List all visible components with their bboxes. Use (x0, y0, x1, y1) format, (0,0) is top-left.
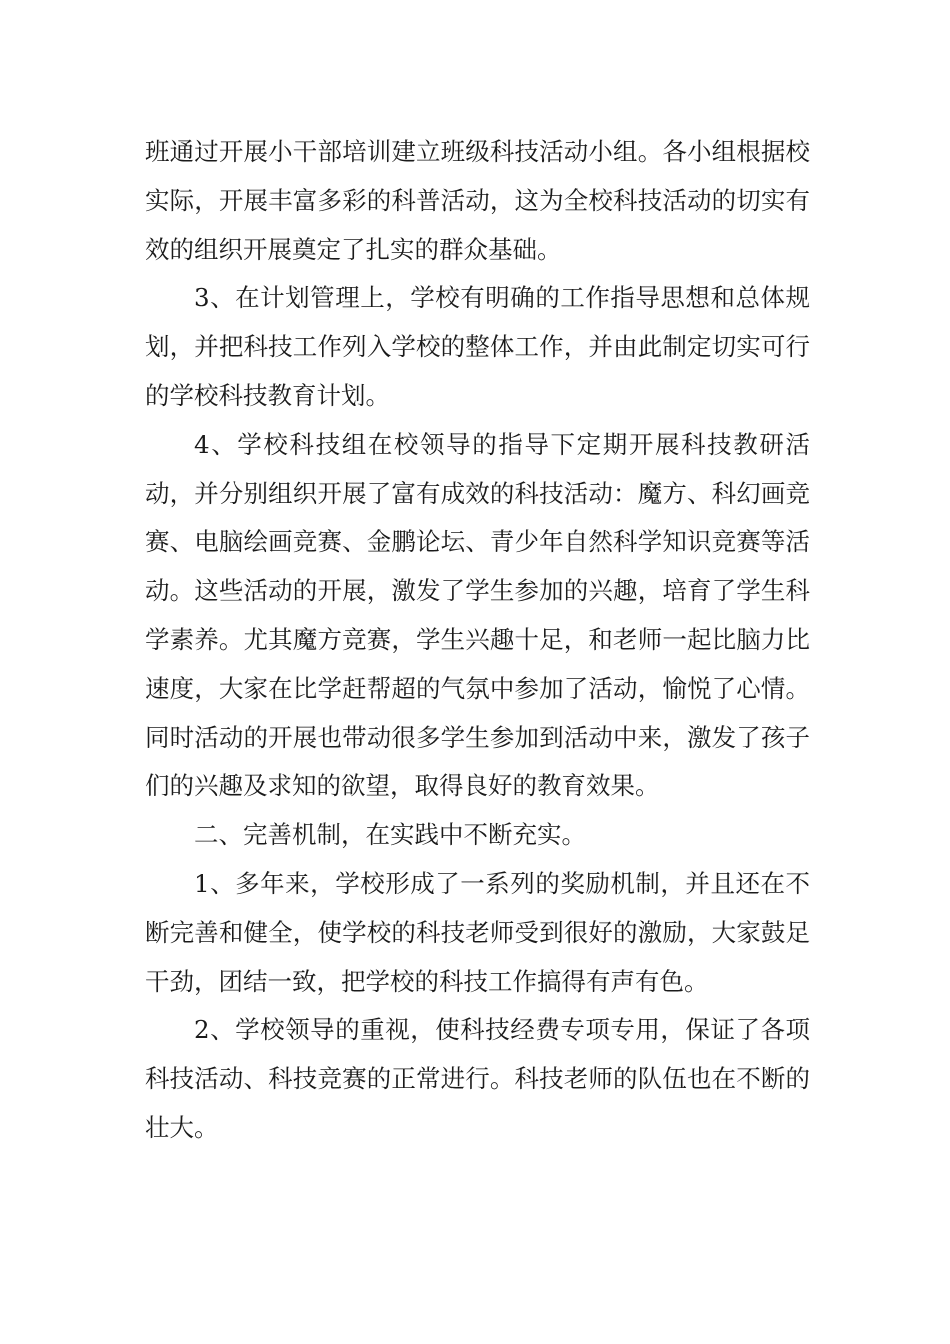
paragraph-item-2: 2、学校领导的重视，使科技经费专项专用，保证了各项科技活动、科技竞赛的正常进行。科技老师的队伍也在不断的壮大。 (145, 1015, 810, 1142)
section-heading-2: 二、完善机制，在实践中不断充实。 (194, 820, 586, 850)
paragraph-item-4: 4、学校科技组在校领导的指导下定期开展科技教研活动，并分别组织开展了富有成效的科技活动：魔方、科幻画竞赛、电脑绘画竞赛、金鹏论坛、青少年自然科学知识竞赛等活动。这些活动的开展，激发了学生参加的兴趣，培育了学生科学素养。尤其魔方竞赛，学生兴趣十足，和老师一起比脑力比速度，大家在比学赶帮超的气氛中参加了活动，愉悦了心情。同时活动的开展也带动很多学生参加到活动中来，激发了孩子们的兴趣及求知的欲望，取得良好的教育效果。 (145, 429, 810, 801)
paragraph-item-1: 1、多年来，学校形成了一系列的奖励机制，并且还在不断完善和健全，使学校的科技老师受到很好的激励，大家鼓足干劲，团结一致，把学校的科技工作搞得有声有色。 (145, 868, 810, 996)
paragraph-item-3: 3、在计划管理上，学校有明确的工作指导思想和总体规划，并把科技工作列入学校的整体工作，并由此制定切实可行的学校科技教育计划。 (145, 283, 810, 410)
document-body (145, 128, 810, 1153)
paragraph-continuation: 班通过开展小干部培训建立班级科技活动小组。各小组根据校实际，开展丰富多彩的科普活动，这为全校科技活动的切实有效的组织开展奠定了扎实的群众基础。 (145, 137, 810, 264)
